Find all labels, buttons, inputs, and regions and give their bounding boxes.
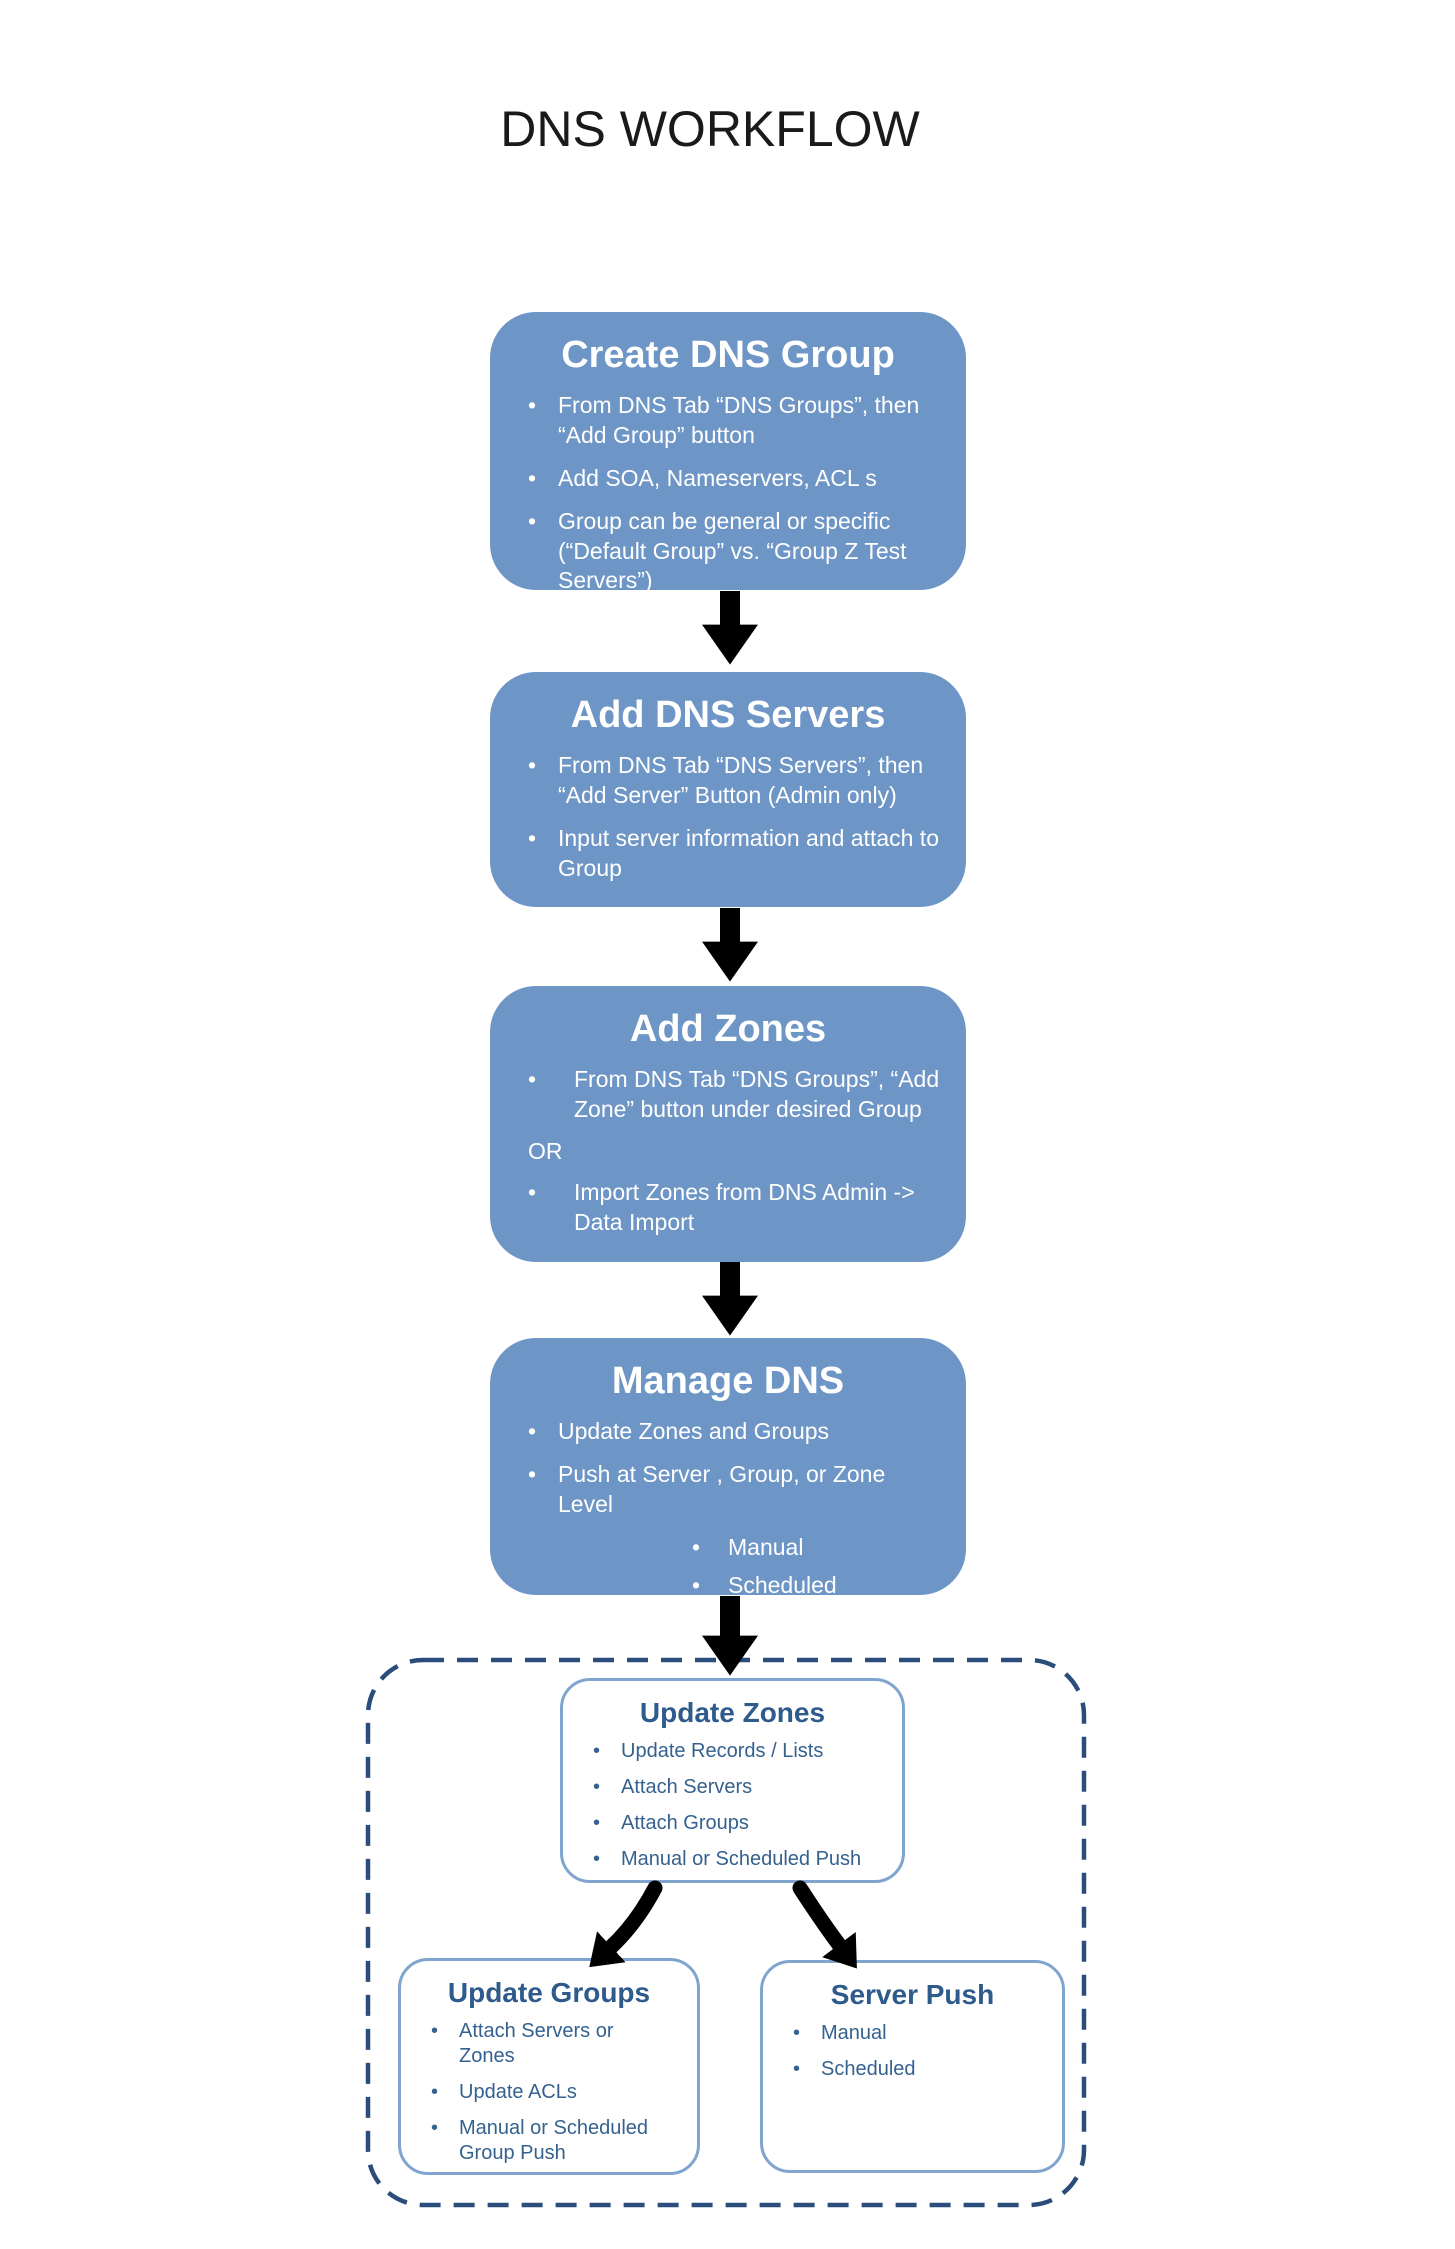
bullet-icon: •	[528, 824, 537, 851]
list-item: • Manual	[793, 2022, 887, 2044]
flow-box-title: Add DNS Servers	[570, 694, 886, 736]
flow-box-add-dns-servers	[490, 672, 966, 907]
flow-box-list	[490, 1178, 966, 1238]
list-item: • Scheduled	[793, 2058, 916, 2080]
detail-box-list	[401, 2019, 697, 2166]
bullet-icon: •	[528, 1418, 537, 1444]
list-item: • Input server information and attach to Group	[528, 824, 942, 884]
flow-box-title: Create DNS Group	[561, 334, 895, 376]
bullet-icon: •	[692, 1533, 701, 1560]
bullet-icon: •	[793, 2058, 801, 2080]
detail-box-update-groups	[398, 1958, 700, 2175]
list-item: • Group can be general or specific (“Default Group” vs. “Group Z Test Servers”)	[528, 507, 942, 597]
bullet-icon: •	[431, 2020, 439, 2042]
detail-box-title: Update Zones	[639, 1697, 826, 1728]
flow-box-title: Manage DNS	[611, 1360, 845, 1402]
bullet-icon: •	[528, 507, 537, 534]
detail-box-title: Server Push	[830, 1979, 995, 2010]
flow-box-add-zones	[490, 986, 966, 1262]
list-item: • Attach Servers or Zones	[431, 2020, 614, 2067]
flow-box-list	[490, 391, 966, 596]
list-item: • Manual or Scheduled Group Push	[431, 2117, 649, 2164]
list-item: • Update ACLs	[431, 2081, 577, 2103]
bullet-icon: •	[528, 1460, 537, 1487]
list-item: • From DNS Tab “DNS Groups”, “Add Zone” button under desired Group	[528, 1065, 942, 1125]
bullet-icon: •	[431, 2081, 439, 2103]
detail-box-title: Update Groups	[447, 1977, 651, 2008]
curved-arrow-left	[610, 1888, 655, 1948]
list-item: • From DNS Tab “DNS Servers”, then “Add Server” Button (Admin only)	[528, 751, 942, 811]
curved-arrow-right	[800, 1888, 840, 1946]
list-item: • Manual	[692, 1533, 942, 1563]
list-item: • Manual or Scheduled Push	[593, 1848, 862, 1870]
list-item: • Update Records / Lists	[593, 1740, 824, 1762]
bullet-icon: •	[593, 1776, 601, 1798]
flow-box-title: Add Zones	[629, 1008, 827, 1050]
list-item: • From DNS Tab “DNS Groups”, then “Add Group” button	[528, 391, 942, 451]
bullet-icon: •	[593, 1812, 601, 1834]
list-item: • Update Zones and Groups	[528, 1417, 942, 1447]
bullet-icon: •	[431, 2117, 439, 2139]
detail-box-server-push	[760, 1960, 1065, 2173]
list-item: • Scheduled	[692, 1571, 942, 1601]
flow-box-list	[490, 1065, 966, 1125]
list-item: • Push at Server , Group, or Zone Level	[528, 1460, 942, 1520]
bullet-icon: •	[528, 392, 537, 418]
bullet-icon: •	[593, 1740, 601, 1762]
page-title: DNS WORKFLOW	[500, 101, 920, 157]
list-item: • Add SOA, Nameservers, ACL s	[528, 464, 942, 494]
detail-box-list	[563, 1739, 902, 1872]
detail-box-list	[763, 2021, 1062, 2082]
list-item: • Attach Servers	[593, 1776, 753, 1798]
bullet-icon: •	[528, 752, 537, 778]
bullet-icon: •	[528, 464, 537, 491]
flow-box-manage-dns	[490, 1338, 966, 1598]
bullet-icon: •	[793, 2022, 801, 2044]
flow-box-create-dns-group	[490, 312, 966, 594]
flow-box-list	[490, 751, 966, 884]
bullet-icon: •	[528, 1178, 537, 1205]
list-item: • Import Zones from DNS Admin -> Data Import	[528, 1178, 942, 1238]
flow-box-sub-list	[490, 1533, 966, 1601]
flow-box-list	[490, 1417, 966, 1520]
list-item: • Attach Groups	[593, 1812, 749, 1834]
bullet-icon: •	[528, 1066, 537, 1092]
bullet-icon: •	[692, 1571, 701, 1598]
bullet-icon: •	[593, 1848, 601, 1870]
or-label: OR	[528, 1137, 563, 1164]
detail-box-update-zones	[560, 1678, 905, 1883]
